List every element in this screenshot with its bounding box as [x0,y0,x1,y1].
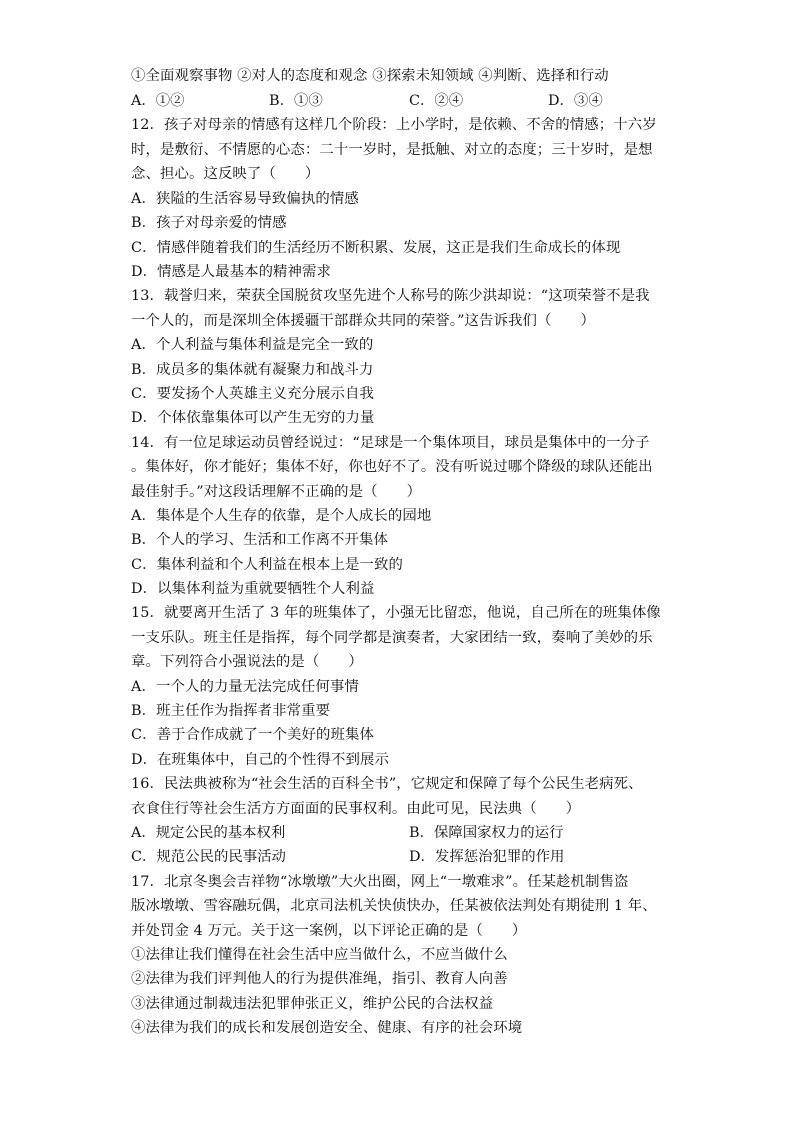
q11-statements: ①全面观察事物 ②对人的态度和观念 ③探索未知领域 ④判断、选择和行动 [131,68,609,84]
q15-stem-line: 15．就要离开生活了 3 年的班集体了，小强无比留恋，他说，自己所在的班集体像 [131,605,661,621]
q14-option-d: D．以集体利益为重就要牺牲个人利益 [131,581,375,597]
q15-stem-line: 章。下列符合小强说法的是（ ） [131,654,363,670]
q11-option-a: A．①② [131,93,185,109]
q16-stem-line: 衣食住行等社会生活方方面面的民事权利。由此可见，民法典（ ） [131,801,581,817]
q12-option-a: A．狭隘的生活容易导致偏执的情感 [131,191,359,207]
q16-option-b: B．保障国家权力的运行 [409,825,564,841]
q17-statement: ③法律通过制裁违法犯罪伸张正义，维护公民的合法权益 [131,996,494,1012]
q13-option-d: D．个体依靠集体可以产生无穷的力量 [131,410,375,426]
q12-option-b: B．孩子对母亲爱的情感 [131,215,287,231]
q14-option-b: B．个人的学习、生活和工作离不开集体 [131,532,389,548]
q12-stem-line: 时，是敷衍、不情愿的心态：二十一岁时，是抵触、对立的态度；三十岁时，是想 [131,142,653,158]
q14-option-a: A．集体是个人生存的依靠，是个人成长的园地 [131,508,432,524]
q12-option-c: C．情感伴随着我们的生活经历不断积累、发展，这正是我们生命成长的体现 [131,240,621,256]
q15-option-b: B．班主任作为指挥者非常重要 [131,703,331,719]
q13-option-b: B．成员多的集体就有凝聚力和战斗力 [131,362,374,378]
q13-stem-line: 一个人的，而是深圳全体援疆干部群众共同的荣誉。”这告诉我们（ ） [131,313,595,329]
q14-stem-line: 14．有一位足球运动员曾经说过：“足球是一个集体项目，球员是集体中的一分子 [131,435,650,451]
q14-option-c: C．集体利益和个人利益在根本上是一致的 [131,557,403,573]
q15-option-a: A．一个人的力量无法完成任何事情 [131,679,359,695]
q13-stem-line: 13．载誉归来，荣获全国脱贫攻坚先进个人称号的陈少洪却说：“这项荣誉不是我 [131,288,650,304]
q17-stem-line: 版冰墩墩、雪容融玩偶，北京司法机关快侦快办，任某被依法判处有期徒刑 1 年、 [131,898,657,914]
q15-option-c: C．善于合作成就了一个美好的班集体 [131,727,374,743]
q11-option-b: B．①③ [269,93,323,109]
q13-option-a: A．个人利益与集体利益是完全一致的 [131,337,374,353]
q16-option-a: A．规定公民的基本权利 [131,825,286,841]
q11-option-d: D．③④ [548,93,603,109]
q12-stem-line: 12．孩子对母亲的情感有这样几个阶段：上小学时，是依赖、不舍的情感；十六岁 [131,117,657,133]
q16-option-c: C．规范公民的民事活动 [131,849,286,865]
q14-stem-line: 。集体好，你才能好；集体不好，你也好不了。没有听说过哪个降级的球队还能出 [131,459,653,475]
q17-statement: ②法律为我们评判他人的行为提供准绳，指引、教育人向善 [131,971,508,987]
q13-option-c: C．要发扬个人英雄主义充分展示自我 [131,386,374,402]
q17-statement: ④法律为我们的成长和发展创造安全、健康、有序的社会环境 [131,1020,523,1036]
q17-statement: ①法律让我们懂得在社会生活中应当做什么，不应当做什么 [131,947,508,963]
q16-option-d: D．发挥惩治犯罪的作用 [409,849,565,865]
q11-option-c: C．②④ [409,93,464,109]
q15-option-d: D．在班集体中，自己的个性得不到展示 [131,752,389,768]
q17-stem-line: 17．北京冬奥会吉祥物“冰墩墩”大火出圈，网上“一墩难求”。任某趁机制售盗 [131,874,629,890]
q17-stem-line: 并处罚金 4 万元。关于这一案例，以下评论正确的是（ ） [131,923,527,939]
q12-stem-line: 念、担心。这反映了（ ） [131,166,320,182]
q14-stem-line: 最佳射手。”对这段话理解不正确的是（ ） [131,484,422,500]
q16-stem-line: 16．民法典被称为“社会生活的百科全书”，它规定和保障了每个公民生老病死、 [131,776,643,792]
q15-stem-line: 一支乐队。班主任是指挥，每个同学都是演奏者，大家团结一致，奏响了美妙的乐 [131,630,653,646]
q12-option-d: D．情感是人最基本的精神需求 [131,264,332,280]
